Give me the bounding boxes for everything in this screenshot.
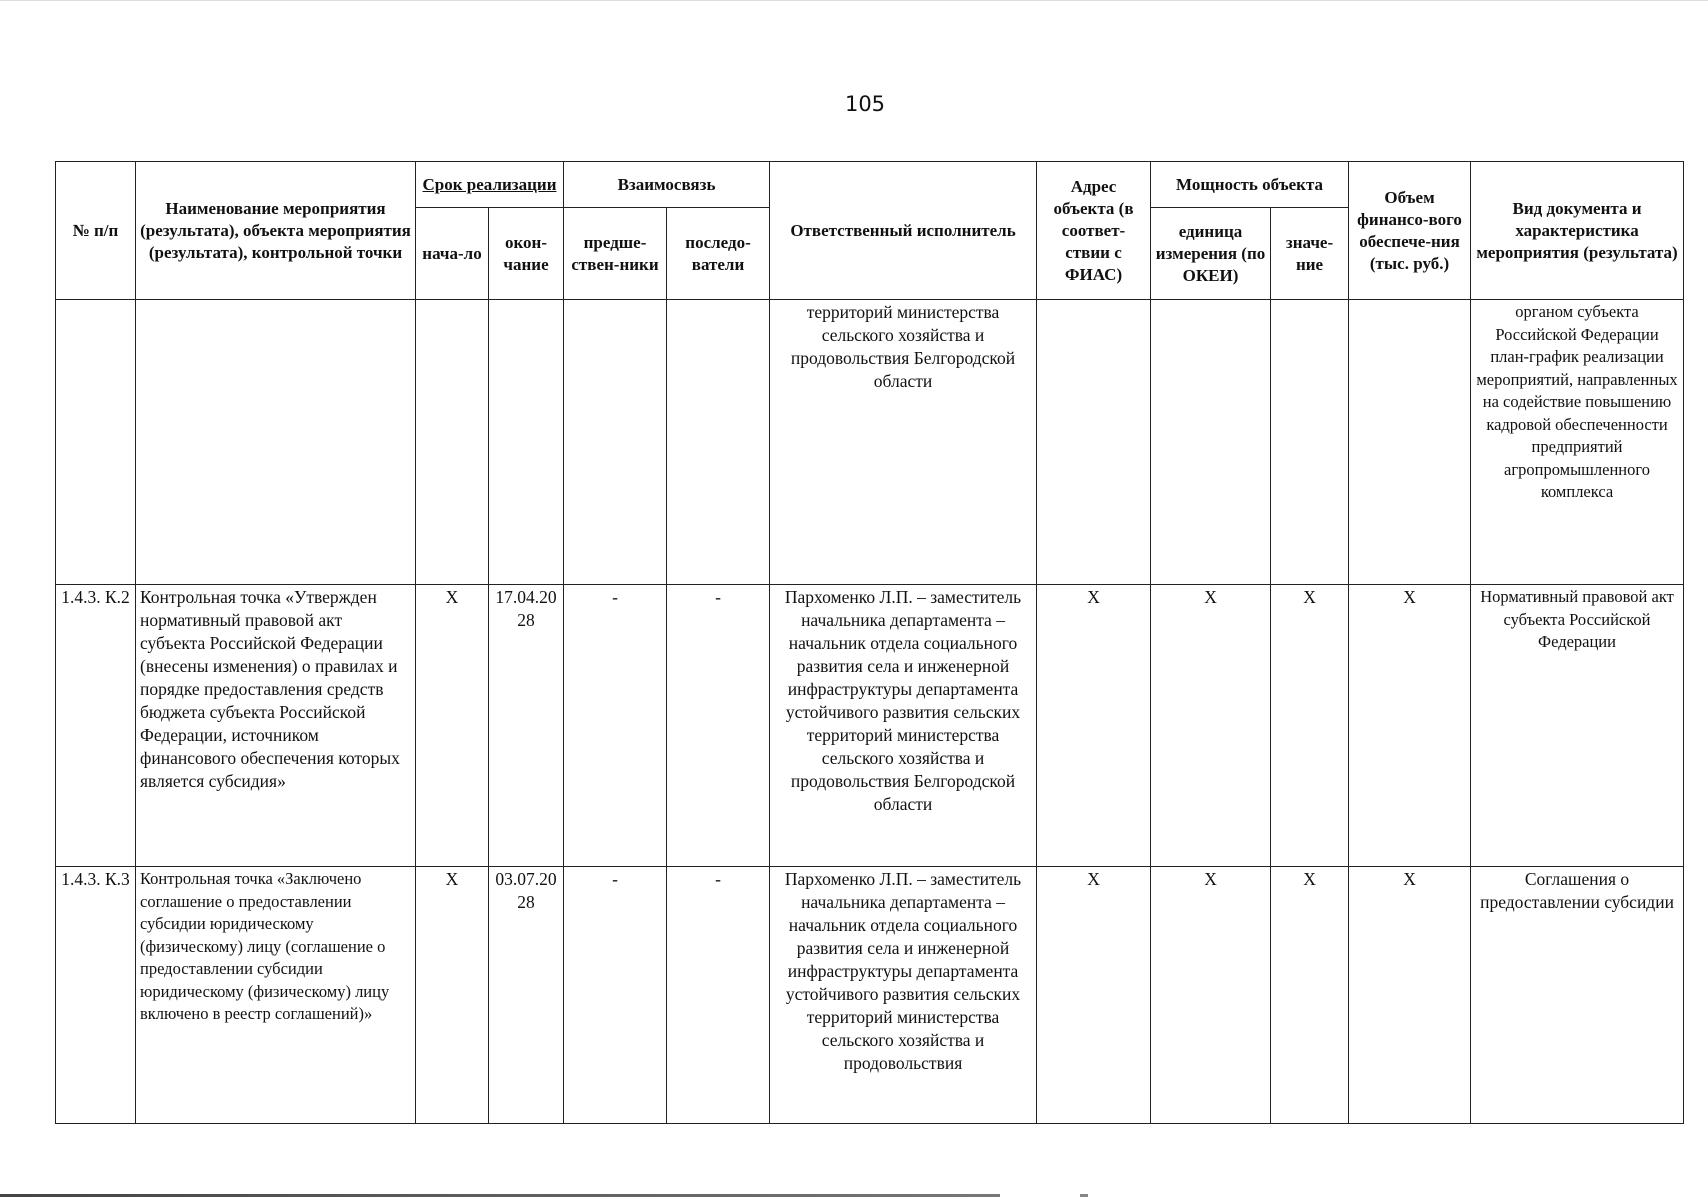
cell-end: 03.07.2028 <box>489 867 564 1124</box>
cell-start: X <box>416 585 489 867</box>
cell-unit: X <box>1151 867 1271 1124</box>
cell-doc: Нормативный правовой акт субъекта Российской Федерации <box>1471 585 1684 867</box>
table-header <box>56 162 1684 300</box>
table-row <box>56 867 1684 1124</box>
cell-start <box>416 300 489 585</box>
header-term-end: окон-чание <box>489 208 564 300</box>
cell-unit <box>1151 300 1271 585</box>
cell-value: X <box>1271 585 1349 867</box>
header-num: № п/п <box>56 162 136 300</box>
cell-end <box>489 300 564 585</box>
cell-unit: X <box>1151 585 1271 867</box>
cell-value: X <box>1271 867 1349 1124</box>
cell-next: - <box>667 867 770 1124</box>
header-link-next: последо-ватели <box>667 208 770 300</box>
header-link-pred: предше-ствен-ники <box>564 208 667 300</box>
plan-table <box>55 161 1684 1124</box>
cell-finance: X <box>1349 585 1471 867</box>
header-name: Наименование мероприятия (результата), объекта мероприятия (результата), контрольной точки <box>136 162 416 300</box>
table-row <box>56 585 1684 867</box>
cell-pred: - <box>564 585 667 867</box>
cell-address: X <box>1037 867 1151 1124</box>
cell-pred <box>564 300 667 585</box>
cell-doc: органом субъекта Российской Федерации план-график реализации мероприятий, направленных на содействие повышению кадровой обеспеченности предприятий агропромышленного комплекса <box>1471 300 1684 585</box>
header-capacity: Мощность объекта <box>1151 162 1349 208</box>
cell-pred: - <box>564 867 667 1124</box>
header-term <box>416 162 564 208</box>
cell-finance <box>1349 300 1471 585</box>
cell-address: X <box>1037 585 1151 867</box>
cell-end: 17.04.2028 <box>489 585 564 867</box>
cell-name <box>136 300 416 585</box>
header-link: Взаимосвязь <box>564 162 770 208</box>
cell-num: 1.4.3. К.3 <box>56 867 136 1124</box>
page-number: 105 <box>844 92 886 116</box>
header-address: Адрес объекта (в соответ-ствии с ФИАС) <box>1037 162 1151 300</box>
cell-address <box>1037 300 1151 585</box>
cell-responsible: Пархоменко Л.П. – заместитель начальника департамента – начальник отдела социального развития села и инженерной инфраструктуры департамента устойчивого развития сельских территорий министерства сельского хозяйства и продовольствия <box>770 867 1037 1124</box>
cell-responsible: Пархоменко Л.П. – заместитель начальника департамента – начальник отдела социального развития села и инженерной инфраструктуры департамента устойчивого развития сельских территорий министерства сельского хозяйства и продовольствия Белгородской области <box>770 585 1037 867</box>
cell-next <box>667 300 770 585</box>
header-capacity-value: значе-ние <box>1271 208 1349 300</box>
cell-value <box>1271 300 1349 585</box>
cell-num: 1.4.3. К.2 <box>56 585 136 867</box>
cell-name: Контрольная точка «Утвержден нормативный правовой акт субъекта Российской Федерации (внесены изменения) о правилах и порядке предоставления средств бюджета субъекта Российской Федерации, источником финансового обеспечения которых является субсидия» <box>136 585 416 867</box>
cell-doc: Соглашения о предоставлении субсидии <box>1471 867 1684 1124</box>
cell-finance: X <box>1349 867 1471 1124</box>
header-term-label: Срок реализации <box>422 174 557 194</box>
table-row <box>56 300 1684 585</box>
scan-bottom-edge <box>0 1194 1000 1197</box>
header-finance: Объем финансо-вого обеспече-ния (тыс. руб.) <box>1349 162 1471 300</box>
table-body <box>56 300 1684 1124</box>
header-capacity-unit: единица измерения (по ОКЕИ) <box>1151 208 1271 300</box>
header-term-start: нача-ло <box>416 208 489 300</box>
cell-name: Контрольная точка «Заключено соглашение о предоставлении субсидии юридическому (физическому) лицу (соглашение о предоставлении субсидии юридическому (физическому) лицу включено в реестр соглашений)» <box>136 867 416 1124</box>
cell-responsible: территорий министерства сельского хозяйства и продовольствия Белгородской области <box>770 300 1037 585</box>
cell-start: X <box>416 867 489 1124</box>
header-doc: Вид документа и характеристика мероприятия (результата) <box>1471 162 1684 300</box>
cell-next: - <box>667 585 770 867</box>
header-responsible: Ответственный исполнитель <box>770 162 1037 300</box>
scan-top-edge <box>0 0 1708 1</box>
cell-num <box>56 300 136 585</box>
scan-mark <box>1080 1194 1088 1197</box>
